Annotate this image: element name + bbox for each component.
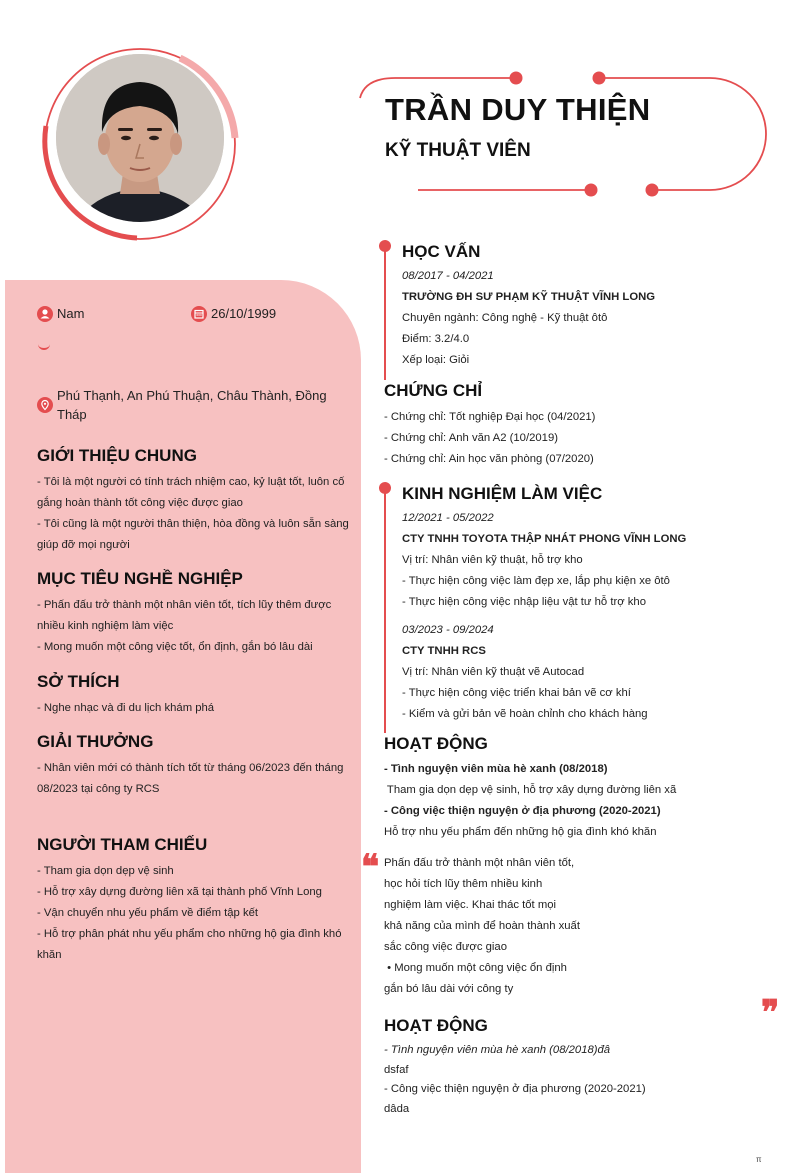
activities2-content xyxy=(384,1041,646,1119)
candidate-name: TRẦN DUY THIỆN xyxy=(385,92,651,127)
activities2-title: HOẠT ĐỘNG xyxy=(384,1016,488,1035)
portrait-image xyxy=(56,54,224,222)
reference-content xyxy=(37,861,349,966)
job-period: 12/2021 - 05/2022 xyxy=(402,512,494,524)
gender-value: Nam xyxy=(57,306,85,321)
reference-line: - Vận chuyển nhu yếu phẩm về điểm tập kết xyxy=(37,907,259,919)
certificates-content xyxy=(384,407,595,470)
activity2-line: - Công việc thiện nguyện ở địa phương (2020-2021) xyxy=(384,1083,646,1095)
activity2-line: dsfaf xyxy=(384,1063,409,1076)
hobby-content xyxy=(37,698,214,719)
activity2-line: - Tình nguyện viên mùa hè xanh (08/2018)đâ xyxy=(384,1044,611,1056)
user-icon xyxy=(37,306,53,322)
quote-line: gắn bó lâu dài với công ty xyxy=(384,983,514,995)
certificate-item: - Chứng chỉ: Tốt nghiệp Đại học (04/2021) xyxy=(384,411,596,423)
job-position: Vị trí: Nhân viên kỹ thuật, hỗ trợ kho xyxy=(402,554,583,566)
hobby-line: - Nghe nhạc và đi du lịch khám phá xyxy=(37,702,215,714)
quote-line: sắc công việc được giao xyxy=(384,941,507,953)
address-value: Phú Thạnh, An Phú Thuận, Châu Thành, Đồng Tháp xyxy=(57,388,327,422)
activities-content xyxy=(384,759,676,843)
quote-line: học hỏi tích lũy thêm nhiều kinh xyxy=(384,878,543,890)
avatar-photo xyxy=(56,54,224,222)
timeline-line xyxy=(384,246,386,380)
job-period: 03/2023 - 09/2024 xyxy=(402,624,494,636)
birthday-value: 26/10/1999 xyxy=(211,306,277,321)
education-title: HỌC VẤN xyxy=(402,242,481,261)
experience-title: KINH NGHIỆM LÀM VIỆC xyxy=(402,484,603,503)
intro-line: - Tôi cũng là một người thân thiện, hòa đồng và luôn sẵn sàng giúp đỡ mọi người xyxy=(37,518,349,551)
job-position: Vị trí: Nhân viên kỹ thuật vẽ Autocad xyxy=(402,666,585,678)
activities-title: HOẠT ĐỘNG xyxy=(384,734,488,753)
goal-content xyxy=(37,595,349,658)
activity2-line: dâda xyxy=(384,1102,410,1115)
reference-title: NGƯỜI THAM CHIẾU xyxy=(37,835,208,854)
certificates-title: CHỨNG CHỈ xyxy=(384,381,483,400)
job-task: - Kiểm và gửi bản vẽ hoàn chỉnh cho khách hàng xyxy=(402,708,648,720)
education-school: TRƯỜNG ĐH SƯ PHẠM KỸ THUẬT VĨNH LONG xyxy=(402,291,656,303)
certificate-item: - Chứng chỉ: Anh văn A2 (10/2019) xyxy=(384,432,558,444)
award-title: GIẢI THƯỞNG xyxy=(37,732,154,751)
reference-line: - Hỗ trợ xây dựng đường liên xã tại thành phố Vĩnh Long xyxy=(37,886,322,898)
education-content xyxy=(402,266,655,371)
quote-open-icon: ❞ xyxy=(361,831,380,871)
job-task: - Thực hiện công việc nhập liệu vật tư hỗ trợ kho xyxy=(402,596,646,608)
job-task: - Thực hiện công việc triển khai bản vẽ cơ khí xyxy=(402,687,631,699)
calendar-icon xyxy=(191,306,207,322)
page-number: π xyxy=(756,1155,762,1164)
quote-line: Phấn đấu trở thành một nhân viên tốt, xyxy=(384,857,575,869)
certificate-item: - Chứng chỉ: Ain học văn phòng (07/2020) xyxy=(384,453,594,465)
education-period: 08/2017 - 04/2021 xyxy=(402,270,494,282)
quote-line: nghiệm làm việc. Khai thác tốt mọi xyxy=(384,899,557,911)
activity-title: - Công việc thiện nguyện ở địa phương (2020-2021) xyxy=(384,805,661,817)
header-frame xyxy=(355,68,775,203)
activity-desc: Tham gia dọn dẹp vệ sinh, hỗ trợ xây dựng đường liên xã xyxy=(384,784,677,796)
quote-line: • Mong muốn một công việc ổn định xyxy=(384,962,567,974)
goal-title: MỤC TIÊU NGHỀ NGHIỆP xyxy=(37,569,243,588)
timeline-line xyxy=(384,488,386,733)
hobby-title: SỞ THÍCH xyxy=(37,672,120,691)
reference-line: - Hỗ trợ phân phát nhu yếu phẩm cho những hộ gia đình khó khăn xyxy=(37,928,342,961)
award-line: - Nhân viên mới có thành tích tốt từ tháng 06/2023 đến tháng 08/2023 tại công ty RCS xyxy=(37,762,344,795)
job-company: CTY TNHH RCS xyxy=(402,645,486,657)
intro-title: GIỚI THIỆU CHUNG xyxy=(37,446,197,465)
goal-line: - Phấn đấu trở thành một nhân viên tốt, tích lũy thêm được nhiều kinh nghiệm làm việc xyxy=(37,599,332,632)
education-score: Điểm: 3.2/4.0 xyxy=(402,333,470,345)
education-major: Chuyên ngành: Công nghệ - Kỹ thuật ôtô xyxy=(402,312,608,324)
education-rank: Xếp loại: Giỏi xyxy=(402,354,470,366)
award-content xyxy=(37,758,349,800)
reference-line: - Tham gia dọn dẹp vệ sinh xyxy=(37,865,174,877)
intro-line: - Tôi là một người có tính trách nhiệm cao, kỷ luật tốt, luôn cố gắng hoàn thành tốt công việc được giao xyxy=(37,476,345,509)
experience-job-1 xyxy=(402,508,686,613)
quote-content xyxy=(384,853,580,1000)
job-company: CTY TNHH TOYOTA THẬP NHÁT PHONG VĨNH LONG xyxy=(402,533,687,545)
job-task: - Thực hiện công việc làm đẹp xe, lắp phụ kiện xe ôtô xyxy=(402,575,670,587)
activity-title: - Tình nguyện viên mùa hè xanh (08/2018) xyxy=(384,763,608,775)
location-icon xyxy=(37,397,53,413)
job-title: KỸ THUẬT VIÊN xyxy=(385,140,531,161)
intro-content xyxy=(37,472,349,556)
quote-close-icon: ❞ xyxy=(761,993,780,1033)
activity-desc: Hỗ trợ nhu yếu phẩm đến những hộ gia đình khó khăn xyxy=(384,826,657,838)
experience-job-2 xyxy=(402,620,648,725)
goal-line: - Mong muốn một công việc tốt, ổn định, gắn bó lâu dài xyxy=(37,641,313,653)
quote-line: khả năng của mình để hoàn thành xuất xyxy=(384,920,580,932)
